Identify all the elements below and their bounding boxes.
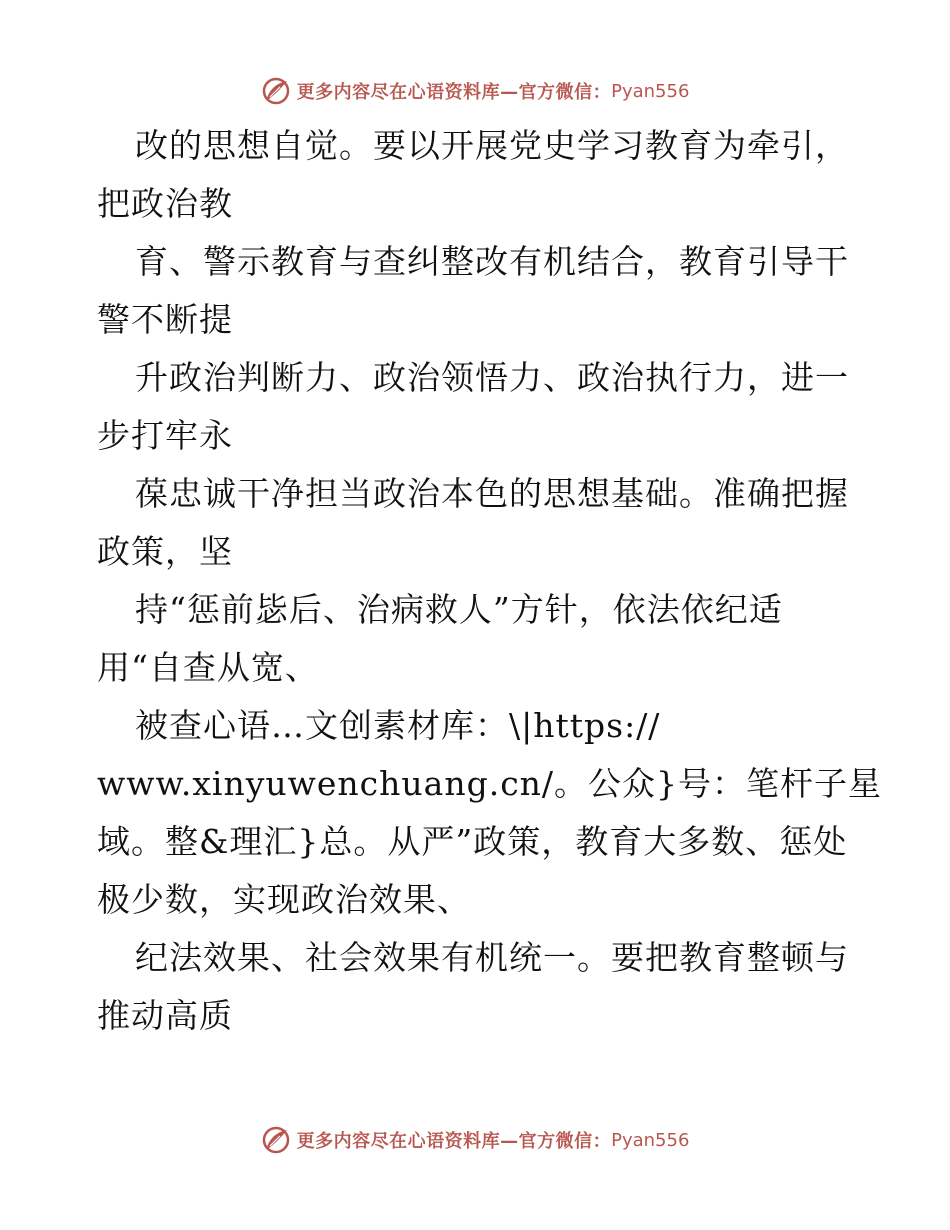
text-line: 葆忠诚干净担当政治本色的思想基础。准确把握	[135, 474, 849, 513]
text-line: 育、警示教育与查纠整改有机结合，教育引导干	[135, 242, 849, 281]
text-line: 极少数，实现政治效果、	[97, 880, 471, 919]
text-line: 政策，坚	[97, 532, 233, 571]
text-line: 用“自查从宽、	[97, 648, 319, 687]
text-line: 升政治判断力、政治领悟力、政治执行力，进一	[135, 358, 849, 397]
header-wechat-id: Pyan556	[611, 80, 690, 102]
text-line: 步打牢永	[97, 416, 233, 455]
footer-banner	[0, 1120, 950, 1160]
footer-banner-text: 更多内容尽在心语资料库—官方微信：	[296, 1131, 612, 1152]
text-line: 持“惩前毖后、治病救人”方针，依法依纪适	[135, 590, 783, 629]
text-line: 域。整&理汇}总。从严”政策，教育大多数、惩处	[97, 822, 848, 861]
text-line: 警不断提	[97, 300, 233, 339]
header-banner-text: 更多内容尽在心语资料库—官方微信：	[296, 82, 612, 103]
text-line: 把政治教	[97, 184, 233, 223]
pen-logo-icon	[261, 1125, 291, 1155]
header-banner	[0, 71, 950, 111]
text-line: www.xinyuwenchuang.cn/。公众}号：笔杆子星	[97, 764, 883, 803]
text-line: 改的思想自觉。要以开展党史学习教育为牵引，	[135, 126, 849, 165]
text-line: 被查心语…文创素材库：\|https://	[135, 706, 661, 745]
text-line: 推动高质	[97, 996, 233, 1035]
pen-logo-icon	[261, 76, 291, 106]
text-line: 纪法效果、社会效果有机统一。要把教育整顿与	[135, 938, 849, 977]
document-body	[97, 117, 883, 1045]
footer-wechat-id: Pyan556	[611, 1129, 690, 1151]
